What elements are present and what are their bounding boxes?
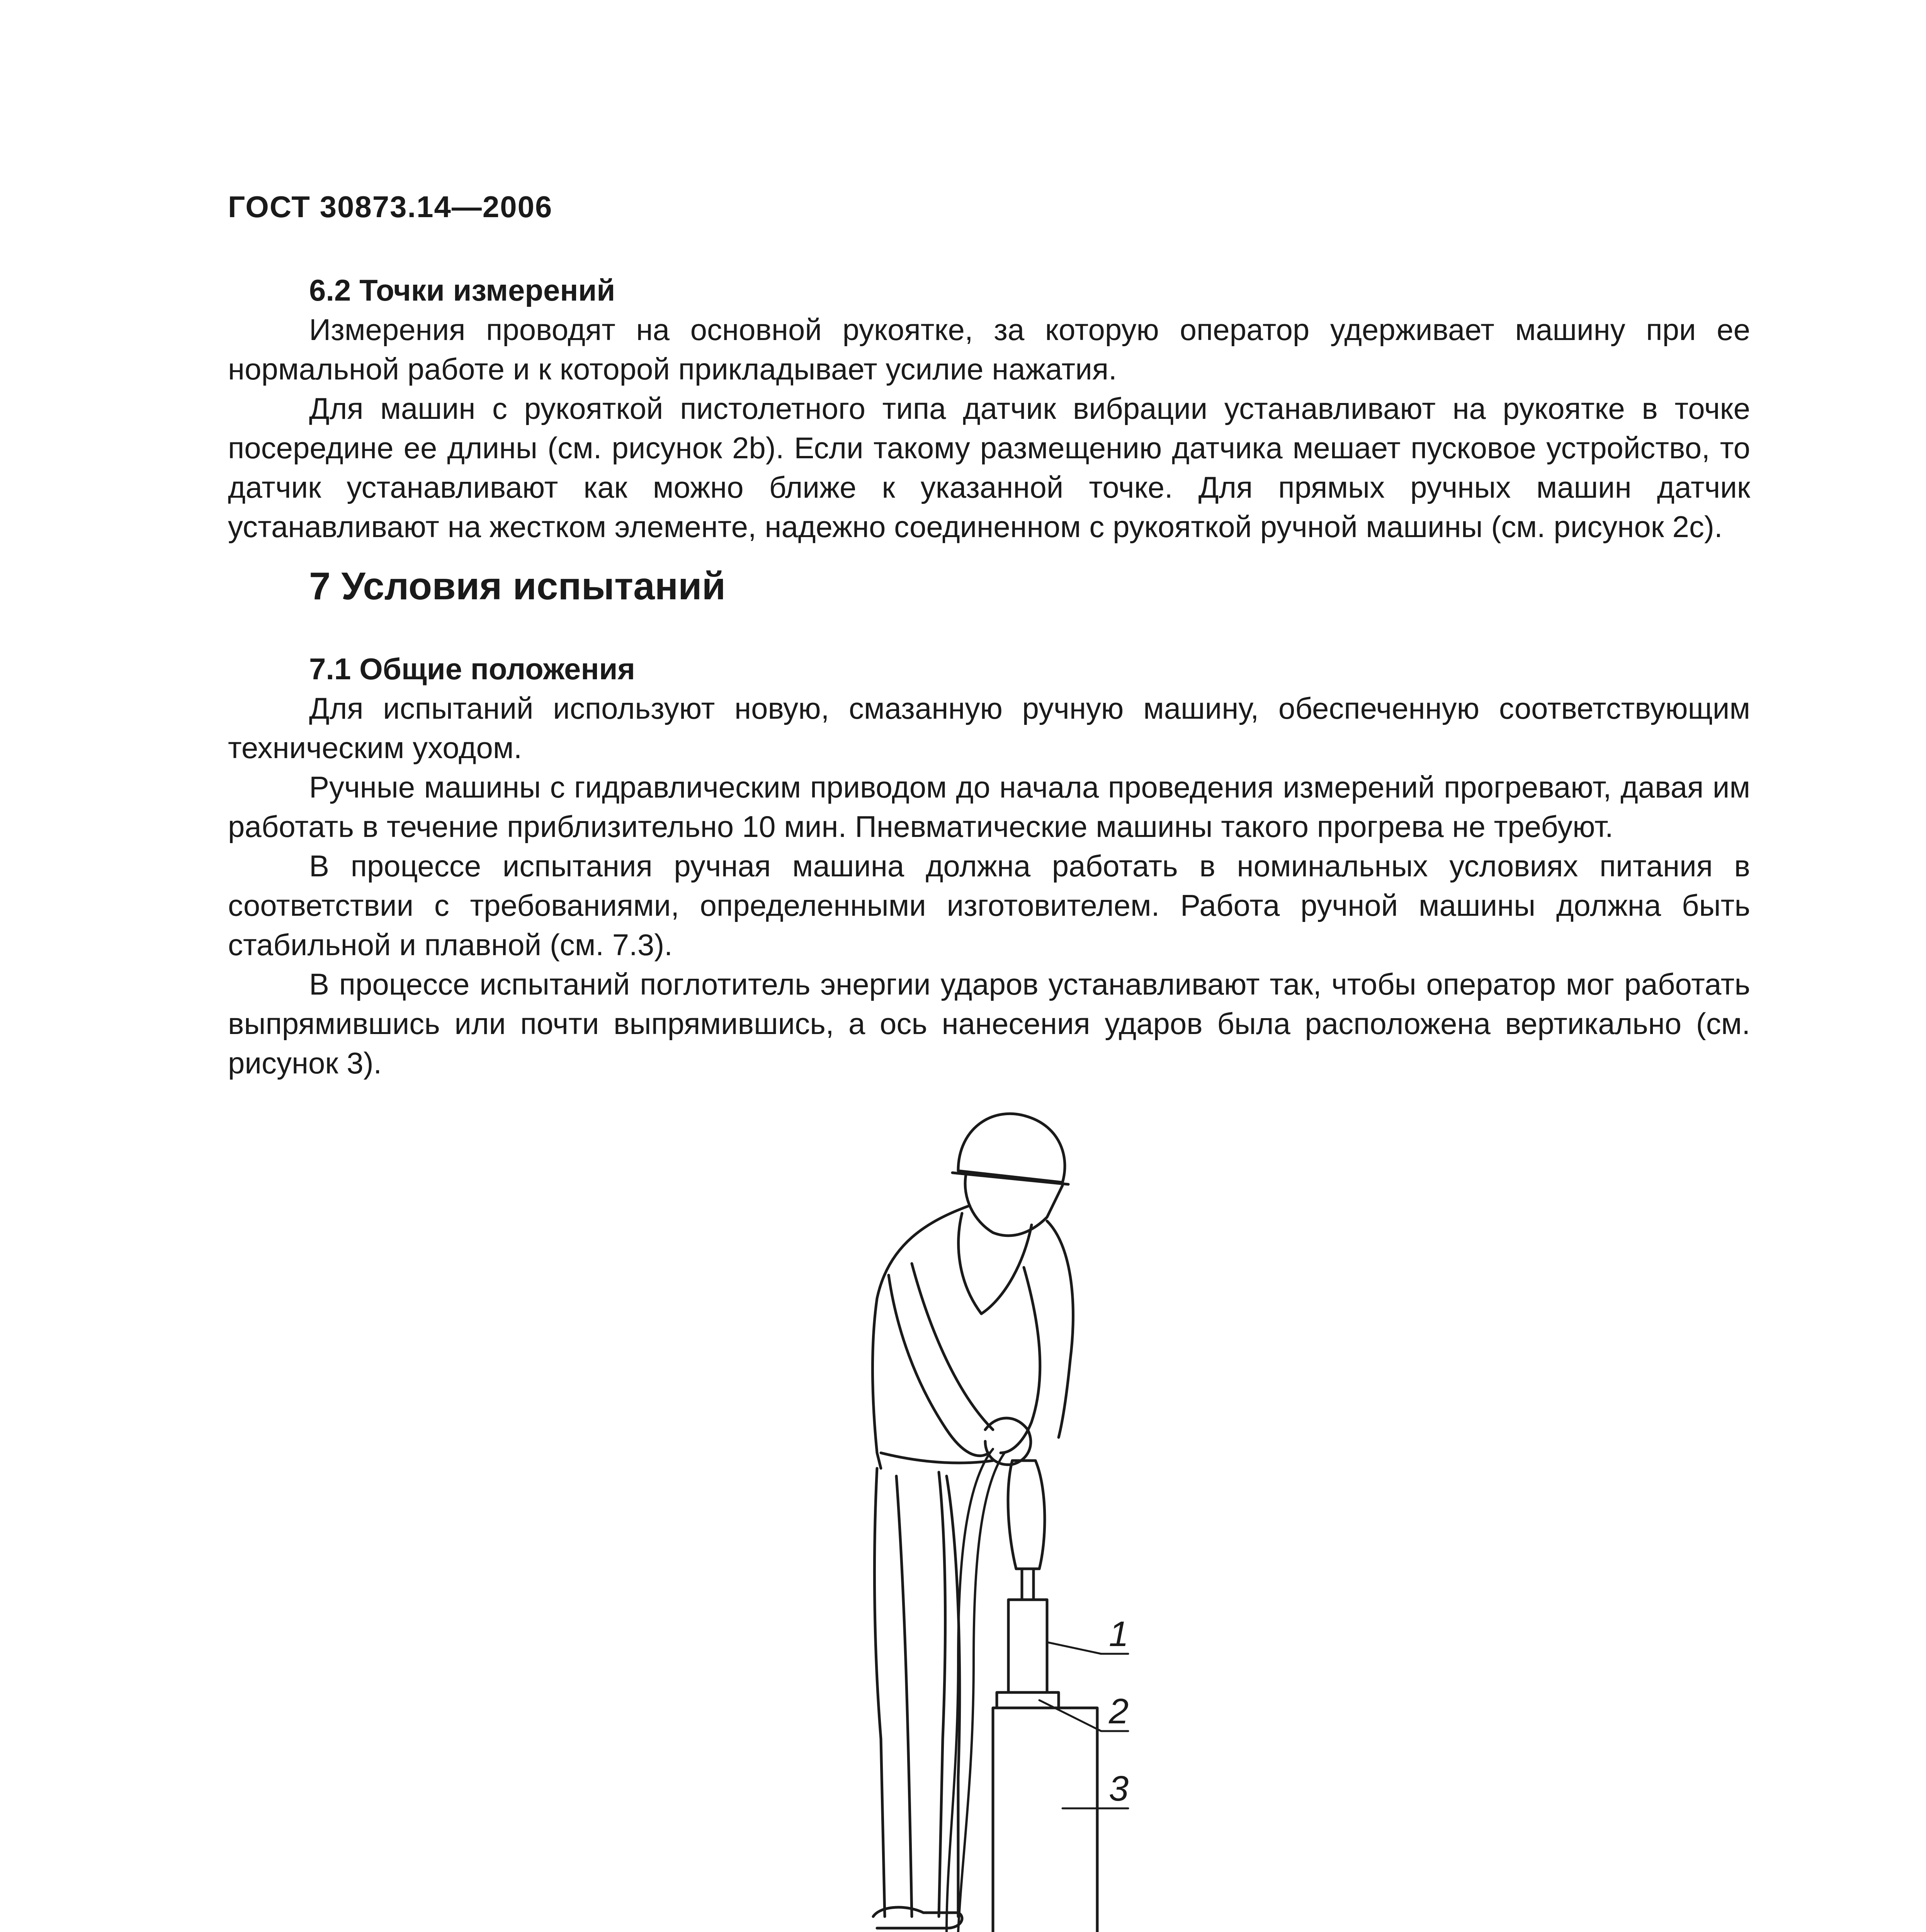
section-7-1-paragraph-1: Для испытаний используют новую, смазанную ручную машину, обеспеченную соответствующим техническим уходом. bbox=[228, 691, 1750, 765]
torso bbox=[872, 1206, 970, 1468]
left-leg bbox=[874, 1468, 885, 1917]
section-6-2 bbox=[228, 270, 1750, 546]
section-7-title: 7 Условия испытаний bbox=[309, 565, 726, 608]
section-6-2-paragraph-1: Измерения проводят на основной рукоятке, за которую оператор удерживает машину при ее нормальной работе и к которой прикладывает усилие нажатия. bbox=[228, 313, 1750, 386]
concrete-block bbox=[993, 1708, 1097, 1932]
hands bbox=[985, 1418, 1031, 1465]
figure-label-3: 3 bbox=[1109, 1769, 1129, 1808]
hand-machine bbox=[1008, 1461, 1045, 1569]
feet bbox=[873, 1907, 962, 1928]
energy-absorber bbox=[1008, 1600, 1047, 1692]
section-6-2-paragraph-2: Для машин с рукояткой пистолетного типа датчик вибрации устанавливают на рукоятке в точке посередине ее длины (см. рисунок 2b). Если такому размещению датчика мешает пусковое устройство, то датчик устанавливают как можно ближе к указанной точке. Для прямых ручных машин датчик устанавливают на жестком элементе, надежно соединенном с рукояткой ручной машины (см. рисунок 2с). bbox=[228, 391, 1750, 544]
right-arm bbox=[1001, 1267, 1040, 1453]
section-7-1-paragraph-3: В процессе испытания ручная машина должна работать в номинальных условиях питания в соответствии с требованиями, определенными изготовителем. Работа ручной машины должна быть стабильной и плавной (см. 7.3). bbox=[228, 849, 1750, 962]
figure-label-2: 2 bbox=[1109, 1692, 1129, 1731]
head bbox=[965, 1175, 1062, 1236]
figure-label-1: 1 bbox=[1109, 1614, 1129, 1654]
section-7-1-title: 7.1 Общие положения bbox=[309, 652, 635, 686]
operator-posture-illustration bbox=[831, 1082, 1178, 1932]
section-7-1 bbox=[228, 649, 1750, 1083]
helmet bbox=[958, 1114, 1065, 1182]
section-6-2-title: 6.2 Точки измерений bbox=[309, 273, 615, 307]
section-7-1-paragraph-4: В процессе испытаний поглотитель энергии ударов устанавливают так, чтобы оператор мог работать выпрямившись или почти выпрямившись, а ось нанесения ударов была расположена вертикально (см. рисунок 3). bbox=[228, 967, 1750, 1080]
section-7-1-paragraph-2: Ручные машины с гидравлическим приводом до начала проведения измерений прогревают, давая им работать в течение приблизительно 10 мин. Пневматические машины такого прогрева не требуют. bbox=[228, 770, 1750, 844]
document-header: ГОСТ 30873.14—2006 bbox=[228, 190, 553, 224]
